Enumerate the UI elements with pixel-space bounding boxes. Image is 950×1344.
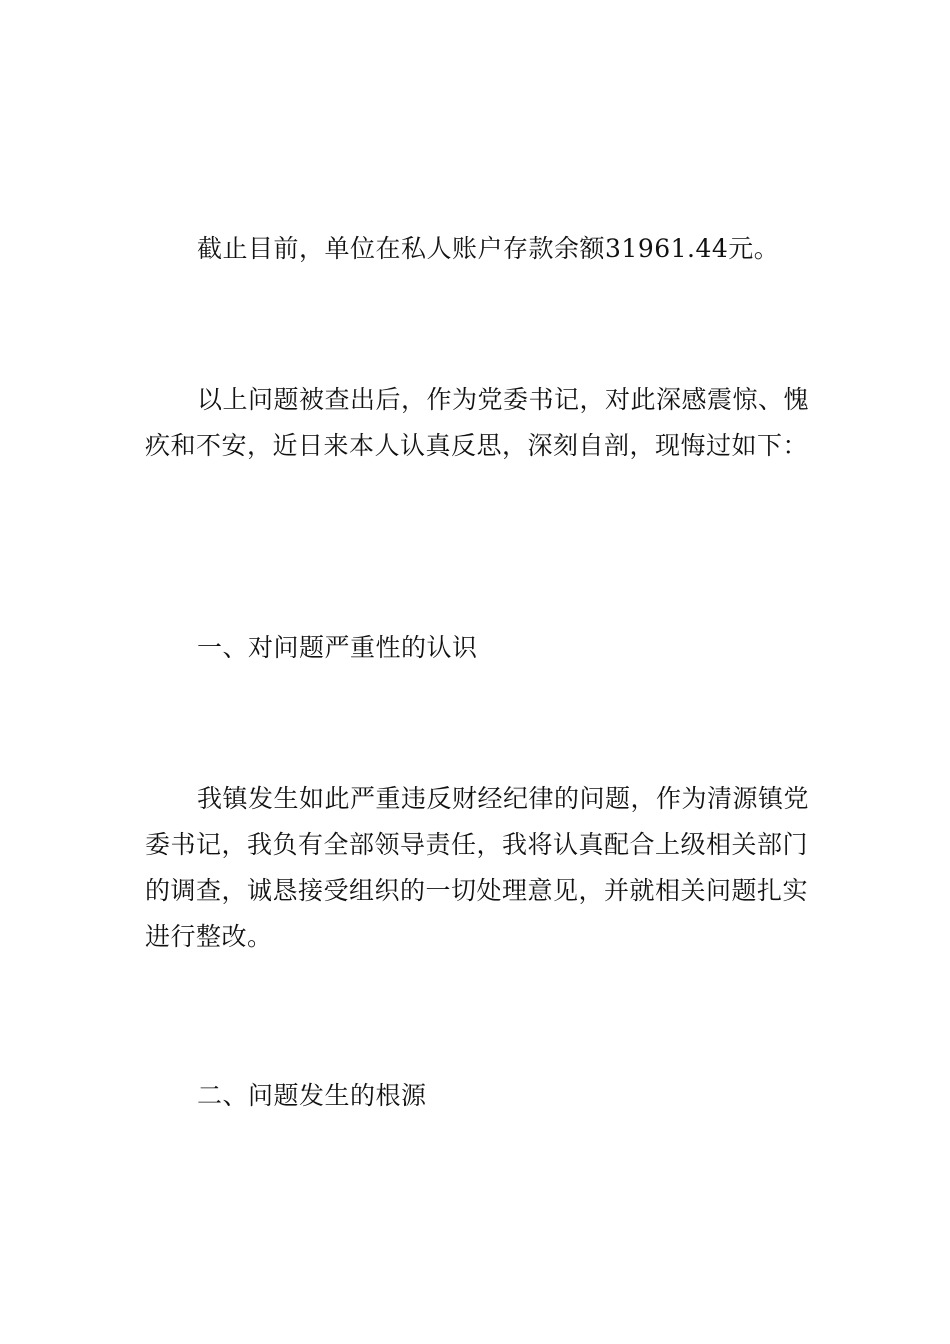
- section-heading-2: 二、问题发生的根源: [197, 1081, 427, 1110]
- paragraph-balance: 截止目前，单位在私人账户存款余额31961.44元。: [197, 234, 780, 263]
- section-heading-1: 一、对问题严重性的认识: [197, 633, 478, 662]
- paragraph-reflection: 以上问题被查出后，作为党委书记，对此深感震惊、愧疚和不安，近日来本人认真反思，深刻自剖，现悔过如下：: [145, 385, 810, 460]
- paragraph-responsibility: 我镇发生如此严重违反财经纪律的问题，作为清源镇党委书记，我负有全部领导责任，我将认真配合上级相关部门的调查，诚恳接受组织的一切处理意见，并就相关问题扎实进行整改。: [145, 784, 810, 951]
